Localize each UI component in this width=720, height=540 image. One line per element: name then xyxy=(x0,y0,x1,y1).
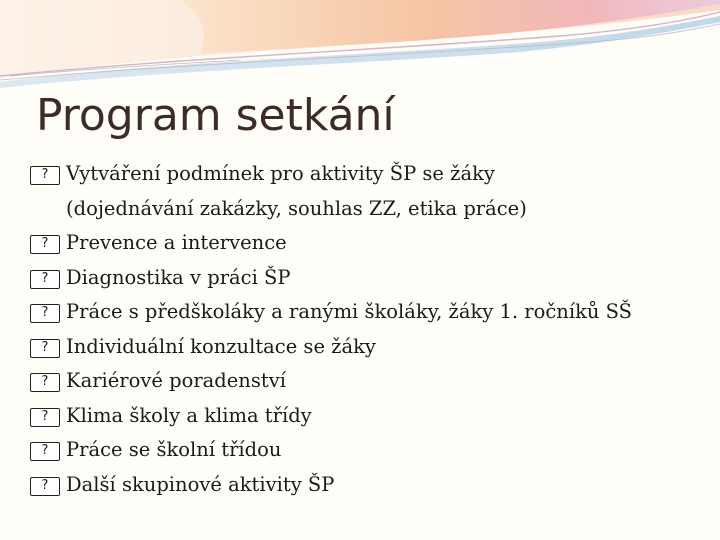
bullet-text: Práce s předškoláky a ranými školáky, žáky 1. ročníků SŠ xyxy=(66,300,633,323)
missing-glyph-icon xyxy=(30,304,60,323)
bullet-item xyxy=(30,399,700,434)
bullet-item xyxy=(30,364,700,399)
missing-glyph-icon xyxy=(30,270,60,289)
bullet-item xyxy=(30,468,700,503)
bullet-text: Individuální konzultace se žáky xyxy=(66,334,376,358)
bullet-item xyxy=(30,226,700,261)
missing-glyph-icon xyxy=(30,339,60,358)
bullet-text: Další skupinové aktivity ŠP xyxy=(66,472,335,496)
bullet-text: Klima školy a klima třídy xyxy=(66,403,312,427)
bullet-text: Kariérové poradenství xyxy=(66,369,286,392)
bullet-item xyxy=(30,433,700,468)
missing-glyph-icon xyxy=(30,442,60,461)
bullet-item xyxy=(30,295,700,330)
header-wave-decoration xyxy=(0,0,720,90)
bullet-list xyxy=(30,157,700,502)
slide-title: Program setkání xyxy=(36,90,395,141)
missing-glyph-icon xyxy=(30,166,60,185)
missing-glyph-icon xyxy=(30,373,60,392)
bullet-item xyxy=(30,330,700,365)
missing-glyph-icon xyxy=(30,408,60,427)
bullet-text-continuation: (dojednávání zakázky, souhlas ZZ, etika práce) xyxy=(66,196,527,220)
bullet-item xyxy=(30,261,700,296)
missing-glyph-icon xyxy=(30,477,60,496)
bullet-text: Diagnostika v práci ŠP xyxy=(66,265,291,289)
bullet-text: Prevence a intervence xyxy=(66,231,287,254)
bullet-item xyxy=(30,157,700,226)
bullet-text: Vytváření podmínek pro aktivity ŠP se žáky xyxy=(66,162,495,185)
bullet-text: Práce se školní třídou xyxy=(66,438,282,461)
missing-glyph-icon xyxy=(30,235,60,254)
